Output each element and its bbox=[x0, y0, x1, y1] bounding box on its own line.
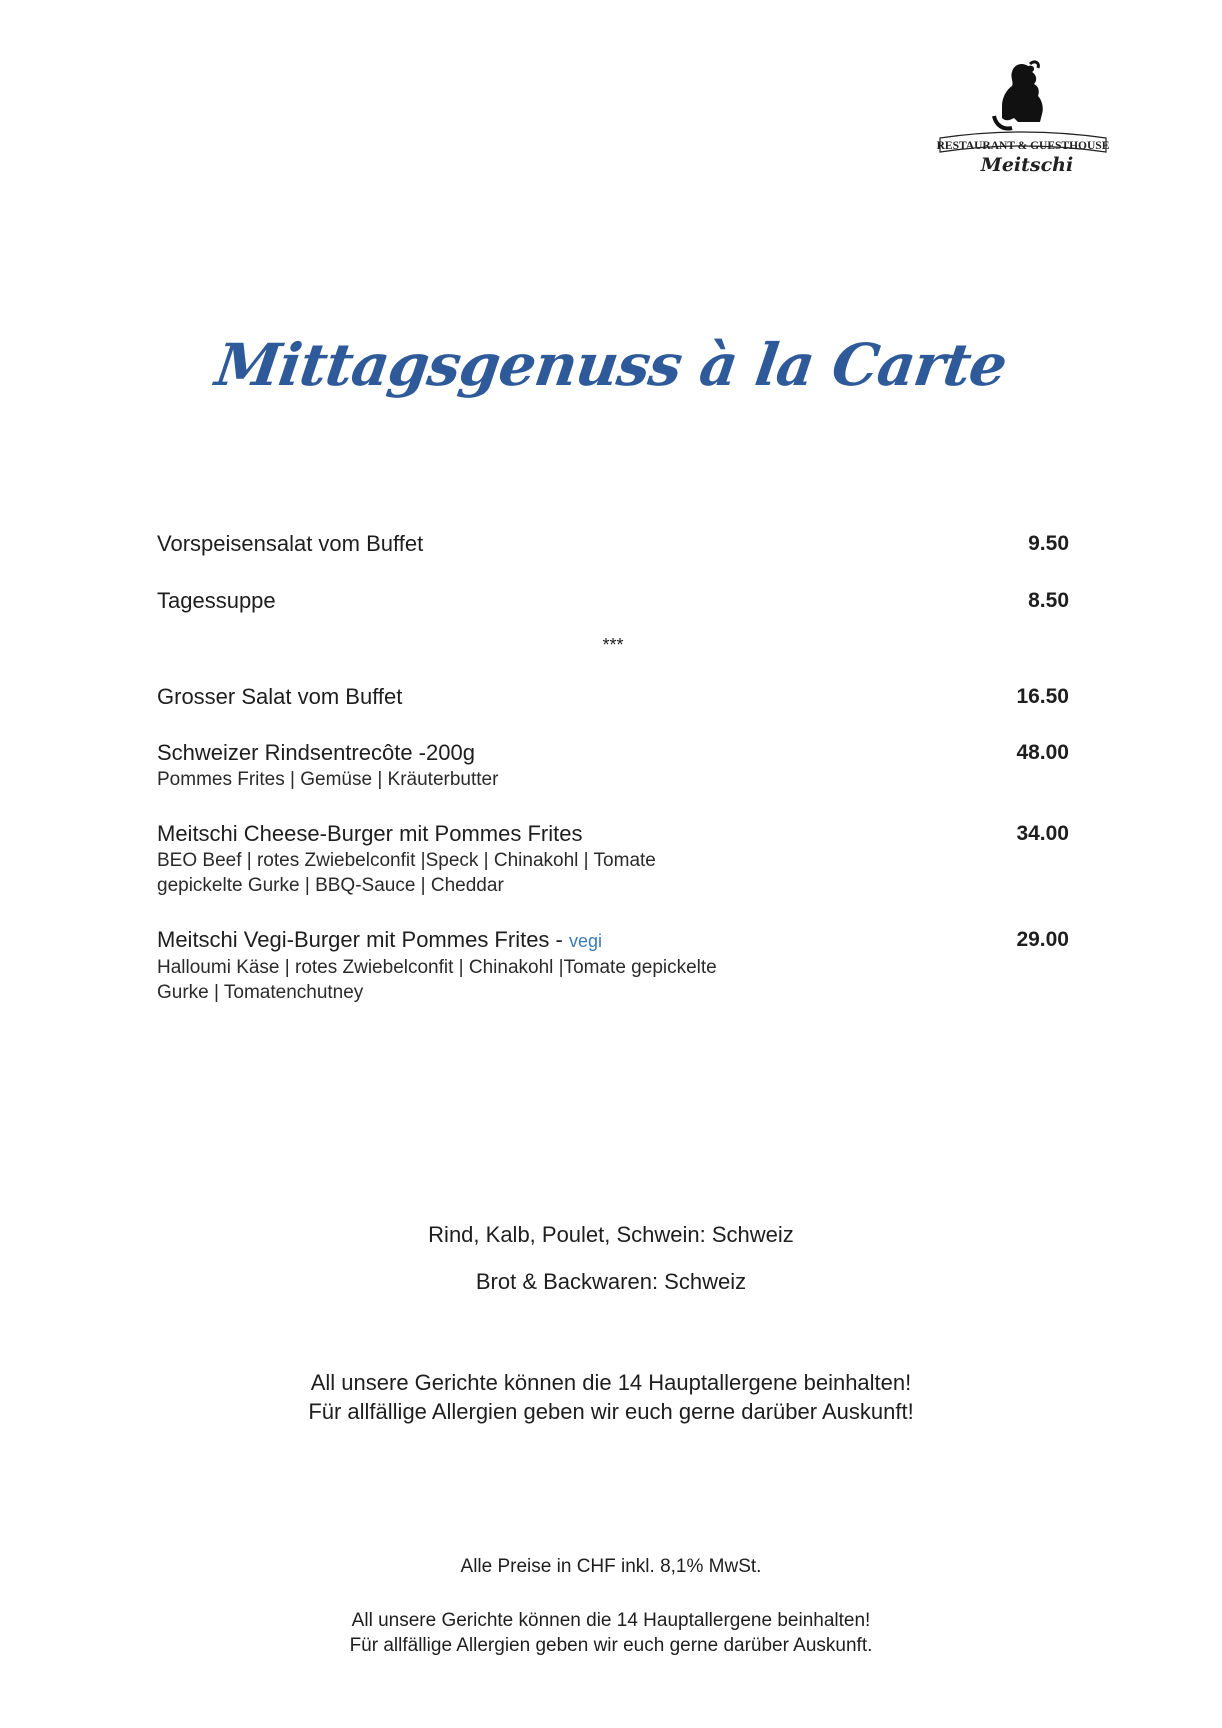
allergen-notice-line1: All unsere Gerichte können die 14 Hauptallergene beinhalten! bbox=[310, 1370, 912, 1395]
woman-silhouette-icon bbox=[930, 56, 1115, 176]
origin-meat: Rind, Kalb, Poulet, Schwein: Schweiz bbox=[428, 1222, 794, 1247]
vegi-tag: vegi bbox=[568, 931, 603, 951]
price-notice: Alle Preise in CHF inkl. 8,1% MwSt. bbox=[460, 1556, 762, 1577]
item-price: 48.00 bbox=[1016, 741, 1069, 764]
item-name: Tagessuppe bbox=[157, 588, 276, 613]
item-description: gepickelte Gurke | BBQ-Sauce | Cheddar bbox=[157, 875, 504, 896]
origin-bread: Brot & Backwaren: Schweiz bbox=[475, 1269, 747, 1294]
menu-item bbox=[157, 530, 1069, 558]
allergen-notice-line2: Für allfällige Allergien geben wir euch gerne darüber Auskunft! bbox=[308, 1399, 914, 1424]
restaurant-logo bbox=[930, 56, 1115, 176]
item-name bbox=[157, 926, 877, 955]
item-price: 34.00 bbox=[1016, 822, 1069, 845]
page-title: Mittagsgenuss à la Carte bbox=[211, 331, 1011, 399]
menu-item bbox=[157, 820, 1069, 898]
menu-item bbox=[157, 683, 1069, 711]
item-name-text: Meitschi Vegi-Burger mit Pommes Frites - bbox=[157, 927, 569, 952]
item-price: 16.50 bbox=[1016, 685, 1069, 708]
item-description: Gurke | Tomatenchutney bbox=[157, 982, 364, 1003]
item-price: 8.50 bbox=[1028, 589, 1069, 612]
logo-line2: Meitschi bbox=[980, 154, 1074, 176]
menu-item bbox=[157, 926, 1069, 1005]
item-name: Vorspeisensalat vom Buffet bbox=[157, 531, 424, 556]
menu-list bbox=[157, 530, 1069, 1005]
item-name: Meitschi Cheese-Burger mit Pommes Frites bbox=[157, 821, 583, 846]
item-description: BEO Beef | rotes Zwiebelconfit |Speck | Chinakohl | Tomate bbox=[157, 850, 656, 871]
item-price: 29.00 bbox=[1016, 928, 1069, 951]
menu-separator: *** bbox=[602, 635, 624, 655]
footer-allergen-line1: All unsere Gerichte können die 14 Hauptallergene beinhalten! bbox=[351, 1610, 871, 1631]
item-name: Grosser Salat vom Buffet bbox=[157, 684, 403, 709]
item-name: Schweizer Rindsentrecôte -200g bbox=[157, 740, 475, 765]
footer-allergen-line2: Für allfällige Allergien geben wir euch gerne darüber Auskunft. bbox=[349, 1635, 873, 1656]
item-description: Pommes Frites | Gemüse | Kräuterbutter bbox=[157, 769, 499, 790]
item-description: Halloumi Käse | rotes Zwiebelconfit | Chinakohl |Tomate gepickelte bbox=[157, 957, 717, 978]
item-price: 9.50 bbox=[1028, 532, 1069, 555]
menu-item bbox=[157, 587, 1069, 615]
menu-item bbox=[157, 739, 1069, 792]
logo-line1: RESTAURANT & GUESTHOUSE bbox=[936, 140, 1110, 152]
